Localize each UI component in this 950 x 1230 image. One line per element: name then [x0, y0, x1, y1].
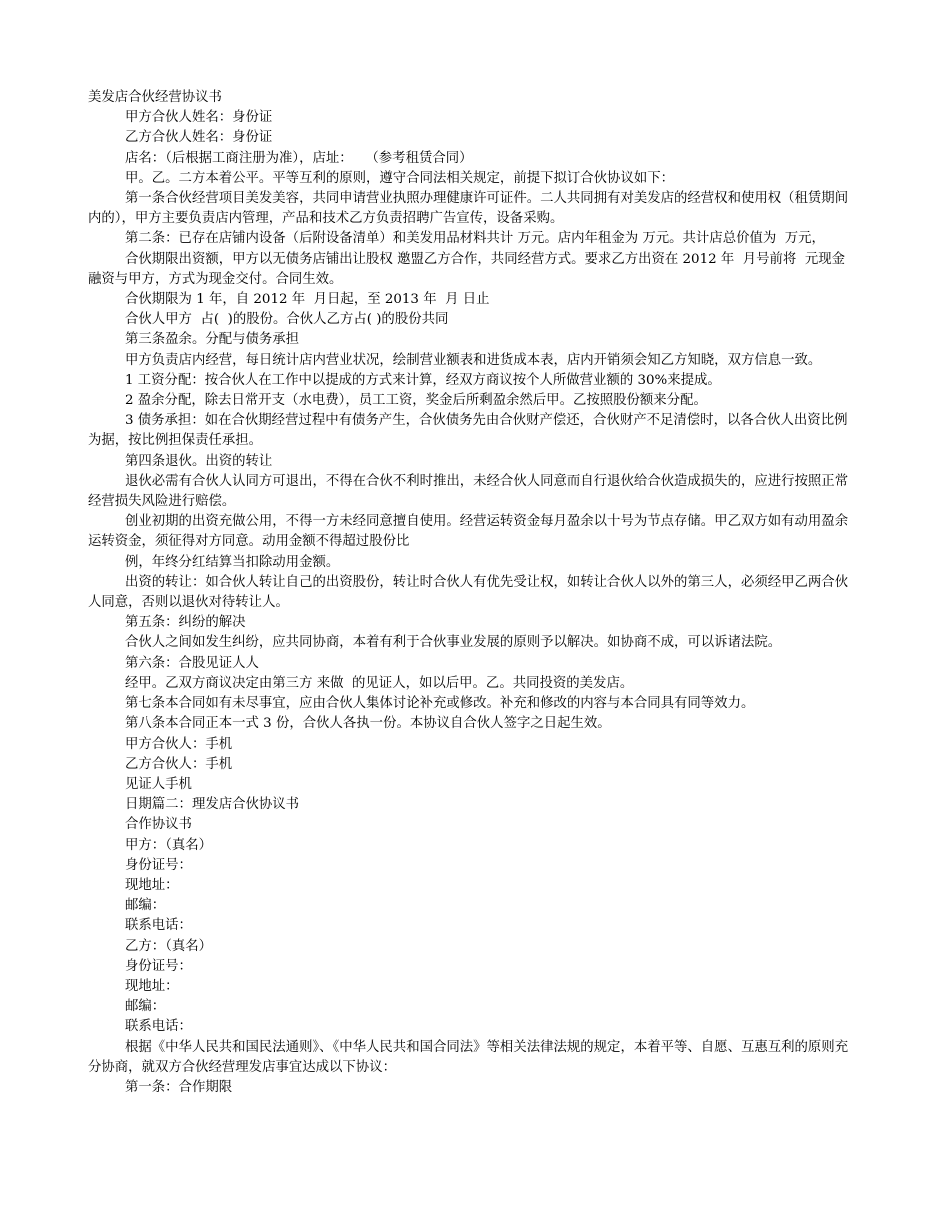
- paragraph: 乙方合伙人姓名：身份证: [125, 130, 273, 146]
- paragraph: 邮编：: [125, 898, 166, 914]
- paragraph: 乙方：（真名）: [125, 938, 213, 954]
- paragraph: 邮编：: [125, 999, 166, 1015]
- document-page: [88, 88, 858, 1098]
- paragraph: 根据《中华人民共和国民法通则》、《中华人民共和国合同法》等相关法律法规的规定，本着平等、自愿、互惠互利的原则充分协商，就双方合伙经营理发店事宜达成以下协议：: [88, 1039, 849, 1075]
- paragraph: 例，年终分红结算当扣除动用金额。: [125, 554, 340, 570]
- paragraph: 第八条本合同正本一式 3 份，合伙人各执一份。本协议自合伙人签字之日起生效。: [125, 716, 611, 732]
- document-body: [88, 108, 858, 1098]
- paragraph: 日期篇二：理发店合伙协议书: [125, 797, 300, 813]
- paragraph: 现地址：: [125, 877, 179, 893]
- paragraph: 身份证号：: [125, 857, 192, 873]
- paragraph: 第三条盈余。分配与债务承担: [125, 332, 300, 348]
- paragraph: 3 债务承担：如在合伙期经营过程中有债务产生，合伙债务先由合伙财产偿还，合伙财产不足清偿时，以各合伙人出资比例为据，按比例担保责任承担。: [88, 413, 848, 449]
- paragraph: 甲方合伙人：手机: [125, 736, 233, 752]
- paragraph: 甲方：（真名）: [125, 837, 213, 853]
- paragraph: 第二条：已存在店铺内设备（后附设备清单）和美发用品材料共计 万元。店内年租金为 万元。共计店总价值为 万元，: [125, 231, 825, 247]
- paragraph: 创业初期的出资充做公用，不得一方未经同意擅自使用。经营运转资金每月盈余以十号为节点存储。甲乙双方如有动用盈余运转资金，须征得对方同意。动用金额不得超过股份比: [88, 514, 849, 550]
- paragraph: 退伙必需有合伙人认同方可退出，不得在合伙不利时推出，未经合伙人同意而自行退伙给合伙造成损失的，应进行按照正常经营损失风险进行赔偿。: [88, 473, 849, 510]
- paragraph: 第一条合伙经营项目美发美容，共同申请营业执照办理健康许可证件。二人共同拥有对美发店的经营权和使用权（租赁期间内的），甲方主要负责店内管理，产品和技术乙方负责招聘广告宣传，设备采购。: [88, 191, 849, 227]
- paragraph: 第一条：合作期限: [125, 1079, 233, 1095]
- paragraph: 合伙期限出资额，甲方以无债务店铺出让股权 邀盟乙方合作，共同经营方式。要求乙方出资在 2012 年 月号前将 元现金融资与甲方，方式为现金交付。合同生效。: [88, 251, 846, 287]
- paragraph: 联系电话：: [125, 1019, 192, 1035]
- paragraph: 乙方合伙人：手机: [125, 756, 233, 772]
- paragraph: 联系电话：: [125, 918, 192, 934]
- paragraph: 身份证号：: [125, 958, 192, 974]
- paragraph: 甲方负责店内经营，每日统计店内营业状况，绘制营业额表和进货成本表，店内开销须会知乙方知晓，双方信息一致。: [125, 352, 822, 368]
- paragraph: 第七条本合同如有未尽事宜，应由合伙人集体讨论补充或修改。补充和修改的内容与本合同具有同等效力。: [125, 696, 755, 712]
- paragraph: 见证人手机: [125, 776, 192, 792]
- paragraph: 1 工资分配：按合伙人在工作中以提成的方式来计算，经双方商议按个人所做营业额的 30%来提成。: [125, 372, 721, 388]
- paragraph: 合伙期限为 1 年，自 2012 年 月日起，至 2013 年 月 日止: [125, 292, 490, 308]
- paragraph: 合作协议书: [125, 817, 192, 833]
- paragraph: 第四条退伙。出资的转让: [125, 453, 273, 469]
- paragraph: 合伙人甲方 占( )的股份。合伙人乙方占( )的股份共同: [125, 312, 449, 328]
- document-title: 美发店合伙经营协议书: [88, 90, 222, 105]
- paragraph: 第五条：纠纷的解决: [125, 615, 246, 631]
- paragraph: 甲。乙。二方本着公平。平等互利的原则，遵守合同法相关规定，前提下拟订合伙协议如下：: [125, 170, 675, 186]
- paragraph: 店名：（后根据工商注册为准），店址： （参考租赁合同）: [125, 150, 473, 166]
- paragraph: 现地址：: [125, 978, 179, 994]
- paragraph: 2 盈余分配，除去日常开支（水电费），员工工资，奖金后所剩盈余然后甲。乙按照股份额来分配。: [125, 393, 707, 409]
- paragraph: 甲方合伙人姓名：身份证: [125, 110, 273, 126]
- paragraph: 出资的转让：如合伙人转让自己的出资股份，转让时合伙人有优先受让权，如转让合伙人以外的第三人，必须经甲乙两合伙人同意，否则以退伙对待转让人。: [88, 574, 849, 611]
- paragraph: 经甲。乙双方商议决定由第三方 来做 的见证人，如以后甲。乙。共同投资的美发店。: [125, 675, 634, 691]
- paragraph: 第六条：合股见证人人: [125, 655, 259, 671]
- paragraph: 合伙人之间如发生纠纷，应共同协商，本着有利于合伙事业发展的原则予以解决。如协商不成，可以诉诸法院。: [125, 635, 782, 651]
